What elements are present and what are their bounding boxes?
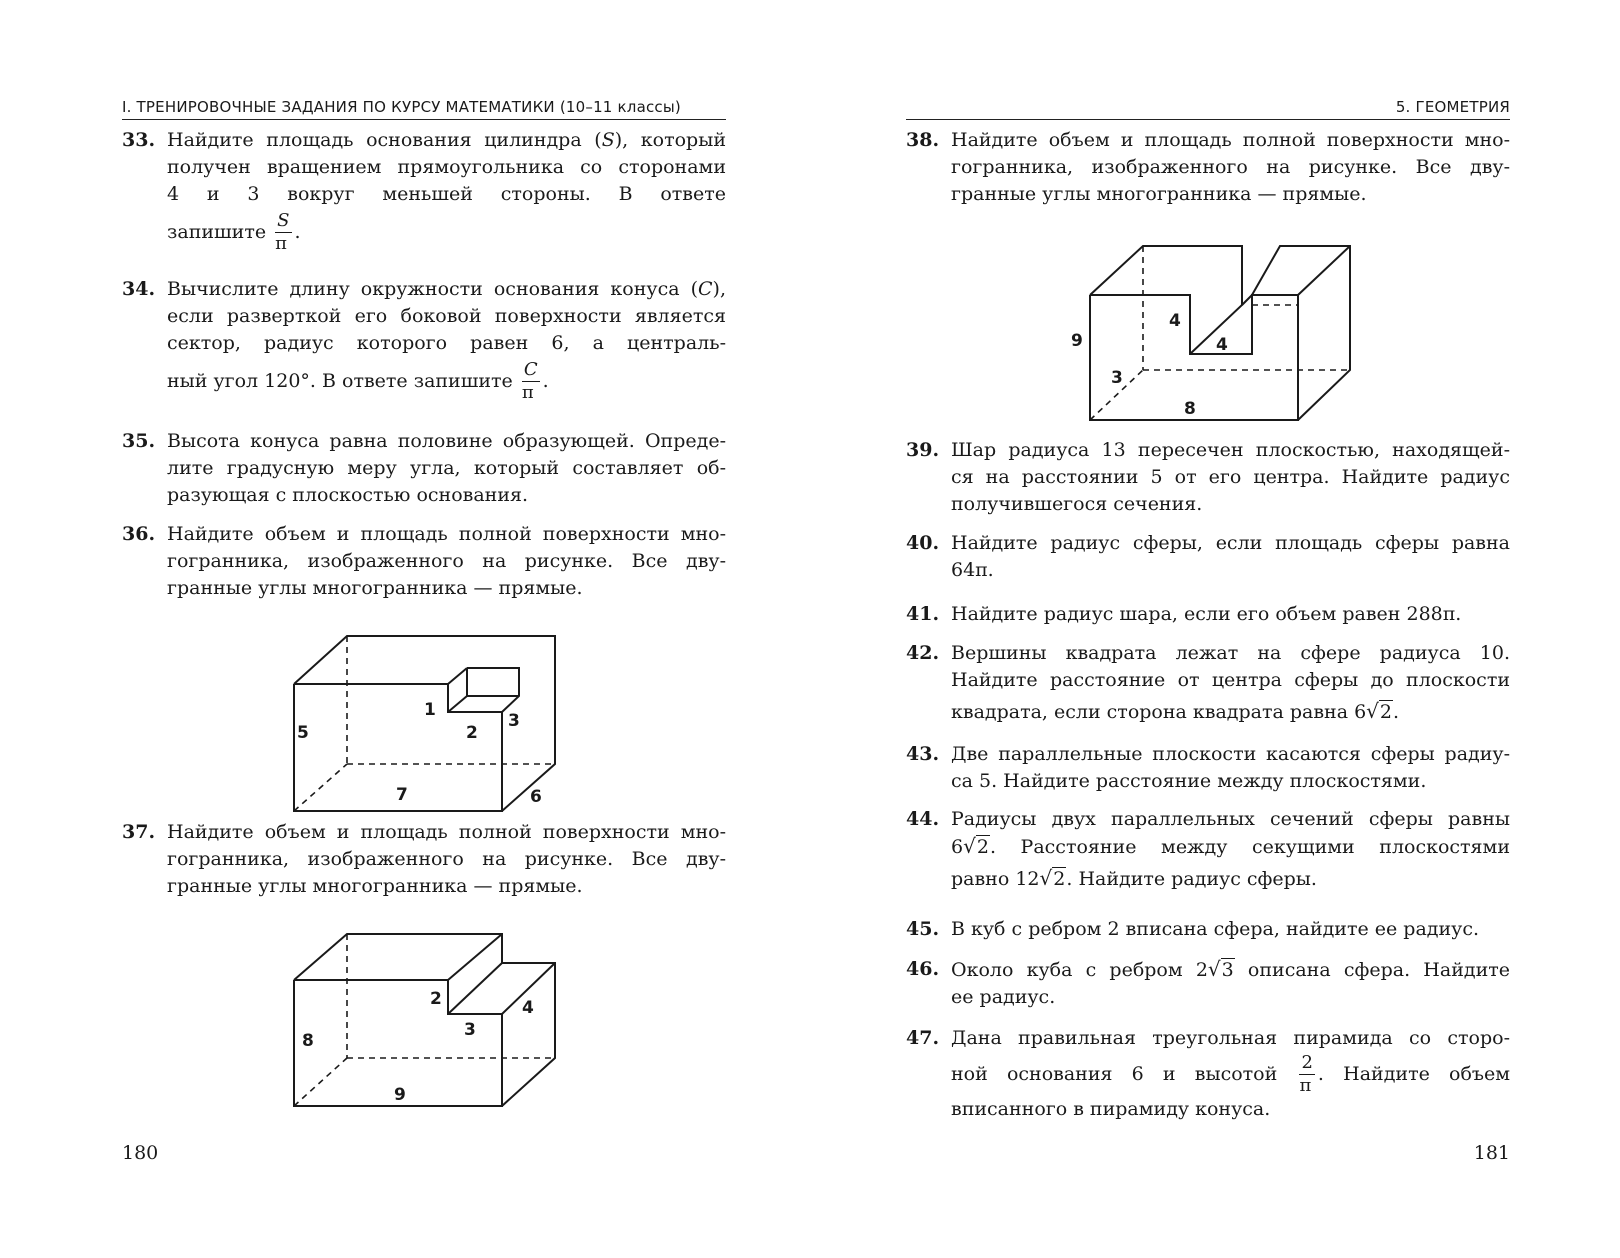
fraction: $\frac{S}{\pi}$ [275, 210, 290, 254]
task-text: S [601, 129, 615, 151]
task-text: ее радиус. [951, 986, 1056, 1008]
task-number: 42. [906, 642, 940, 664]
task-45 [906, 916, 1510, 943]
task-text: . [1393, 701, 1400, 723]
task-text: Найдите радиус шара, если его объем равен 288π. [951, 603, 1462, 625]
task-43 [906, 741, 1510, 795]
task-number: 37. [122, 821, 156, 843]
task-text: ), [712, 278, 726, 300]
task-text: гогранника, изображенного на рисунке. Все дву- [951, 156, 1510, 178]
sqrt: √2 [1366, 699, 1393, 723]
label-1: 1 [424, 700, 436, 720]
task-text: разующая с плоскостью основания. [167, 484, 529, 506]
task-number: 43. [906, 743, 940, 765]
task-text: запишите [167, 221, 267, 243]
task-number: 40. [906, 532, 940, 554]
label-3: 3 [1111, 368, 1123, 388]
task-text: описана сфера. Найдите [1234, 959, 1510, 981]
task-text: 6 [951, 836, 964, 858]
label-7: 7 [396, 785, 408, 805]
task-text: В куб с ребром 2 вписана сфера, найдите ее радиус. [951, 918, 1480, 940]
task-text: получившегося сечения. [951, 493, 1203, 515]
task-text: . Найдите радиус сферы. [1066, 868, 1317, 890]
fraction: $\frac{C}{\pi}$ [521, 359, 538, 403]
task-text: вписанного в пирамиду конуса. [951, 1097, 1271, 1120]
label-2: 2 [430, 989, 442, 1009]
task-text: 64π. [951, 559, 994, 581]
task-number: 44. [906, 808, 940, 830]
task-text: Высота конуса равна половине образующей. Опреде- [167, 430, 726, 452]
task-text: Около куба с ребром 2 [951, 959, 1208, 981]
label-8: 8 [302, 1031, 314, 1051]
label-5: 5 [297, 723, 309, 743]
task-text: ной основания 6 и высотой [951, 1063, 1278, 1085]
task-text: Найдите объем и площадь полной поверхности мно- [167, 821, 726, 843]
task-number: 36. [122, 523, 156, 545]
label-9: 9 [1071, 331, 1083, 351]
task-text: ся на расстоянии 5 от его центра. Найдите радиус [951, 466, 1510, 488]
task-text: ), который [614, 129, 726, 151]
task-text: Две параллельные плоскости касаются сферы радиу- [951, 743, 1510, 765]
task-text: Найдите площадь основания цилиндра ( [167, 129, 602, 151]
task-47 [906, 1025, 1510, 1123]
label-9: 9 [394, 1085, 406, 1105]
task-text: получен вращением прямоугольника со сторонами [167, 156, 726, 178]
label-8: 8 [1184, 399, 1196, 419]
task-text: Найдите объем и площадь полной поверхности мно- [167, 523, 726, 545]
task-text: гранные углы многогранника — прямые. [167, 577, 583, 599]
task-42 [906, 640, 1510, 729]
task-number: 39. [906, 439, 940, 461]
label-3: 3 [464, 1020, 476, 1040]
figure-37-polyhedron [122, 0, 726, 1258]
running-head-right: 5. ГЕОМЕТРИЯ [906, 98, 1510, 120]
task-34: 34. Вычислите длину окружности основания конуса (C), если разверткой его боковой поверхности является сектор, радиус которого равен 6, а централь- ный угол 120°. В ответе запишите $\frac{C}{\pi}$ . [122, 278, 726, 403]
task-41 [906, 601, 1510, 628]
label-6: 6 [530, 787, 542, 807]
label-3: 3 [508, 711, 520, 731]
task-number: 45. [906, 918, 940, 940]
task-39 [906, 437, 1510, 518]
task-text: квадрата, если сторона квадрата равна 6 [951, 701, 1367, 723]
task-text: ный угол 120°. В ответе запишите [167, 370, 513, 392]
task-text: . Найдите объем [1317, 1063, 1510, 1085]
task-number: 38. [906, 129, 940, 151]
label-4: 4 [522, 998, 534, 1018]
task-text: Вычислите длину окружности основания конуса ( [167, 278, 698, 300]
task-number: 46. [906, 958, 940, 980]
task-number: 41. [906, 603, 940, 625]
task-text: Найдите объем и площадь полной поверхности мно- [951, 129, 1510, 151]
task-46 [906, 956, 1510, 1011]
task-text: Радиусы двух параллельных сечений сферы равны [951, 808, 1510, 830]
task-text: гогранника, изображенного на рисунке. Все дву- [167, 550, 726, 572]
task-44 [906, 806, 1510, 896]
task-number: 35. [122, 430, 156, 452]
task-text: сектор, радиус которого равен 6, а централь- [167, 332, 726, 354]
page-number-left: 180 [122, 1142, 159, 1164]
task-text: . Расстояние между секущими плоскостями [989, 836, 1510, 858]
task-text: Найдите радиус сферы, если площадь сферы равна [951, 532, 1510, 554]
page-number-right: 181 [1473, 1142, 1510, 1164]
task-text: са 5. Найдите расстояние между плоскостями. [951, 770, 1427, 792]
task-40 [906, 530, 1510, 584]
task-text: гранные углы многогранника — прямые. [167, 875, 583, 897]
task-text: равно 12 [951, 868, 1040, 890]
task-number: 33. [122, 129, 156, 151]
task-number: 47. [906, 1027, 940, 1049]
sqrt: √2 [1039, 866, 1066, 890]
sqrt: √3 [1207, 957, 1234, 981]
task-text: гогранника, изображенного на рисунке. Все дву- [167, 848, 726, 870]
task-text: гранные углы многогранника — прямые. [951, 183, 1367, 205]
task-text: Найдите расстояние от центра сферы до плоскости [951, 669, 1510, 691]
label-2: 2 [466, 723, 478, 743]
task-33: 33. Найдите площадь основания цилиндра (S), который получен вращением прямоугольника со сторонами 4 и 3 вокруг меньшей стороны. В ответе запишите $\frac{S}{\pi}$ . [122, 129, 726, 254]
task-text: 4 и 3 вокруг меньшей стороны. В ответе [167, 183, 726, 205]
label-4: 4 [1169, 311, 1181, 331]
label-4b: 4 [1216, 335, 1228, 355]
task-text: Шар радиуса 13 пересечен плоскостью, находящей- [951, 439, 1510, 461]
task-text: если разверткой его боковой поверхности является [167, 305, 726, 327]
task-text: Вершины квадрата лежат на сфере радиуса 10. [951, 642, 1510, 664]
task-text: лите градусную меру угла, который составляет об- [167, 457, 726, 479]
sqrt: √2 [963, 834, 989, 858]
task-number: 34. [122, 278, 156, 300]
task-text: Дана правильная треугольная пирамида со сторо- [951, 1027, 1510, 1049]
task-text: C [698, 278, 713, 300]
running-head-left: I. ТРЕНИРОВОЧНЫЕ ЗАДАНИЯ ПО КУРСУ МАТЕМАТИКИ (10–11 классы) [122, 98, 726, 120]
fraction: $\frac{2}{\pi}$ [1299, 1052, 1313, 1096]
